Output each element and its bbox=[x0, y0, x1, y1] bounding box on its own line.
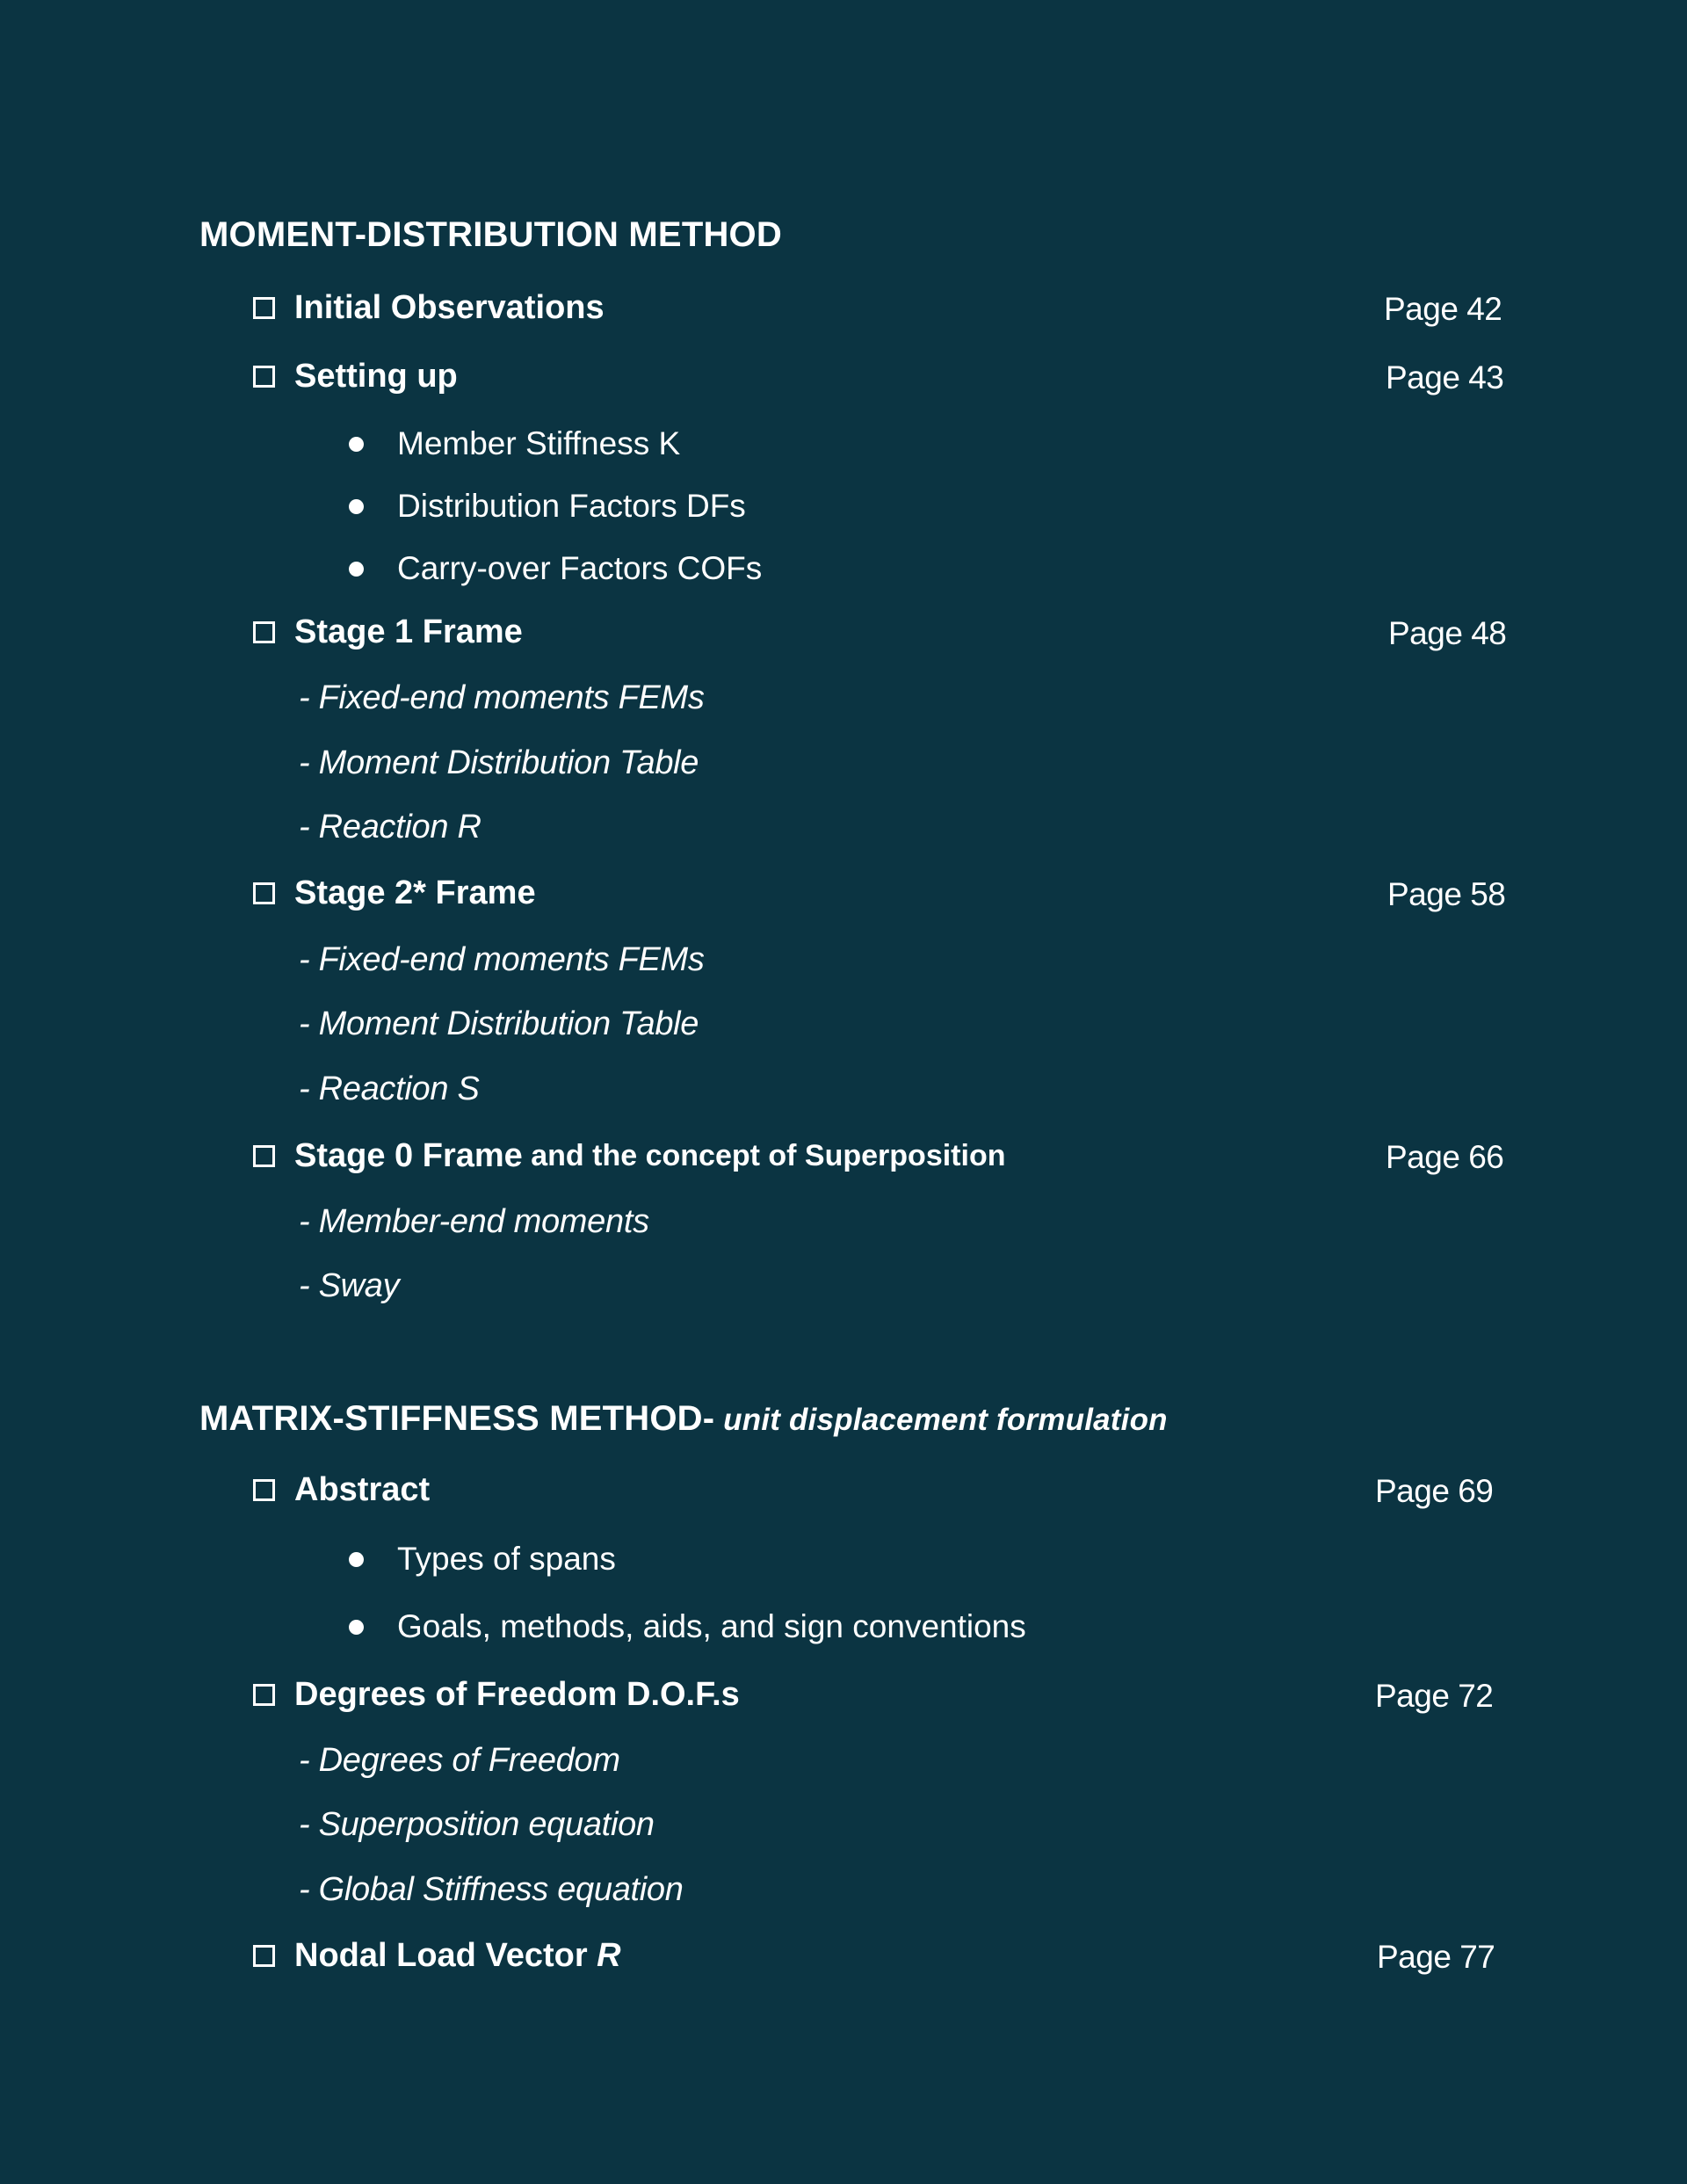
entry-label: Initial Observations bbox=[294, 289, 605, 326]
bullet-item bbox=[349, 425, 680, 462]
checkbox-icon[interactable] bbox=[253, 1479, 275, 1501]
toc-entry-setting-up[interactable] bbox=[253, 358, 458, 395]
page-number: Page 48 bbox=[1388, 615, 1507, 651]
bullet-item bbox=[349, 1608, 1026, 1645]
sub-item: - Moment Distribution Table bbox=[299, 1005, 699, 1042]
toc-entry-stage-2-frame[interactable] bbox=[253, 874, 536, 912]
bullet-icon bbox=[349, 499, 364, 514]
entry-label: Stage 1 Frame bbox=[294, 613, 523, 650]
page-number: Page 42 bbox=[1384, 291, 1502, 327]
toc-entry-abstract[interactable] bbox=[253, 1471, 430, 1509]
checkbox-icon[interactable] bbox=[253, 297, 275, 319]
checkbox-icon[interactable] bbox=[253, 1145, 275, 1167]
checkbox-icon[interactable] bbox=[253, 621, 275, 643]
entry-label: Stage 2* Frame bbox=[294, 874, 536, 911]
bullet-item bbox=[349, 1541, 616, 1578]
checkbox-icon[interactable] bbox=[253, 882, 275, 904]
page-number: Page 43 bbox=[1386, 359, 1504, 395]
sub-item: - Reaction S bbox=[299, 1070, 480, 1107]
page-number: Page 66 bbox=[1386, 1139, 1504, 1175]
bullet-text: Carry-over Factors COFs bbox=[397, 550, 763, 586]
section-subtitle: unit displacement formulation bbox=[714, 1403, 1168, 1437]
entry-label: Stage 0 Frame bbox=[294, 1137, 523, 1174]
entry-label: Abstract bbox=[294, 1471, 431, 1508]
sub-item: - Degrees of Freedom bbox=[299, 1742, 620, 1779]
bullet-text: Types of spans bbox=[397, 1541, 616, 1577]
toc-entry-nodal-load-vector[interactable] bbox=[253, 1937, 621, 1975]
section-title-moment-distribution: MOMENT-DISTRIBUTION METHOD bbox=[199, 215, 782, 254]
entry-label-extra: and the concept of Superposition bbox=[522, 1139, 1006, 1172]
entry-label: Degrees of Freedom D.O.F.s bbox=[294, 1676, 740, 1713]
bullet-item bbox=[349, 488, 746, 525]
sub-item: - Moment Distribution Table bbox=[299, 744, 699, 781]
bullet-text: Goals, methods, aids, and sign conventions bbox=[397, 1608, 1026, 1644]
page-number: Page 69 bbox=[1375, 1473, 1494, 1509]
toc-entry-stage-1-frame[interactable] bbox=[253, 613, 523, 651]
bullet-item bbox=[349, 550, 762, 587]
bullet-icon bbox=[349, 1552, 364, 1567]
entry-label-italic: R bbox=[597, 1937, 621, 1974]
entry-label: Setting up bbox=[294, 358, 458, 395]
bullet-icon bbox=[349, 437, 364, 452]
sub-item: - Superposition equation bbox=[299, 1806, 655, 1843]
bullet-icon bbox=[349, 1620, 364, 1635]
page-number: Page 77 bbox=[1377, 1939, 1495, 1975]
page-number: Page 58 bbox=[1387, 876, 1506, 912]
bullet-text: Member Stiffness K bbox=[397, 425, 681, 461]
sub-item: - Sway bbox=[299, 1267, 400, 1304]
checkbox-icon[interactable] bbox=[253, 1684, 275, 1706]
sub-item: - Member-end moments bbox=[299, 1203, 649, 1240]
checkbox-icon[interactable] bbox=[253, 366, 275, 388]
toc-entry-initial-observations[interactable] bbox=[253, 289, 605, 327]
bullet-text: Distribution Factors DFs bbox=[397, 488, 746, 524]
toc-entry-degrees-of-freedom[interactable] bbox=[253, 1676, 740, 1714]
sub-item: - Reaction R bbox=[299, 809, 481, 845]
sub-item: - Global Stiffness equation bbox=[299, 1871, 684, 1908]
page-number: Page 72 bbox=[1375, 1678, 1494, 1714]
checkbox-icon[interactable] bbox=[253, 1945, 275, 1967]
bullet-icon bbox=[349, 562, 364, 577]
entry-label: Nodal Load Vector bbox=[294, 1937, 597, 1974]
sub-item: - Fixed-end moments FEMs bbox=[299, 679, 705, 716]
sub-item: - Fixed-end moments FEMs bbox=[299, 941, 705, 978]
toc-entry-stage-0-frame[interactable] bbox=[253, 1137, 1005, 1175]
section-title-matrix-stiffness: MATRIX-STIFFNESS METHOD- unit displacement formulation bbox=[199, 1399, 1168, 1438]
